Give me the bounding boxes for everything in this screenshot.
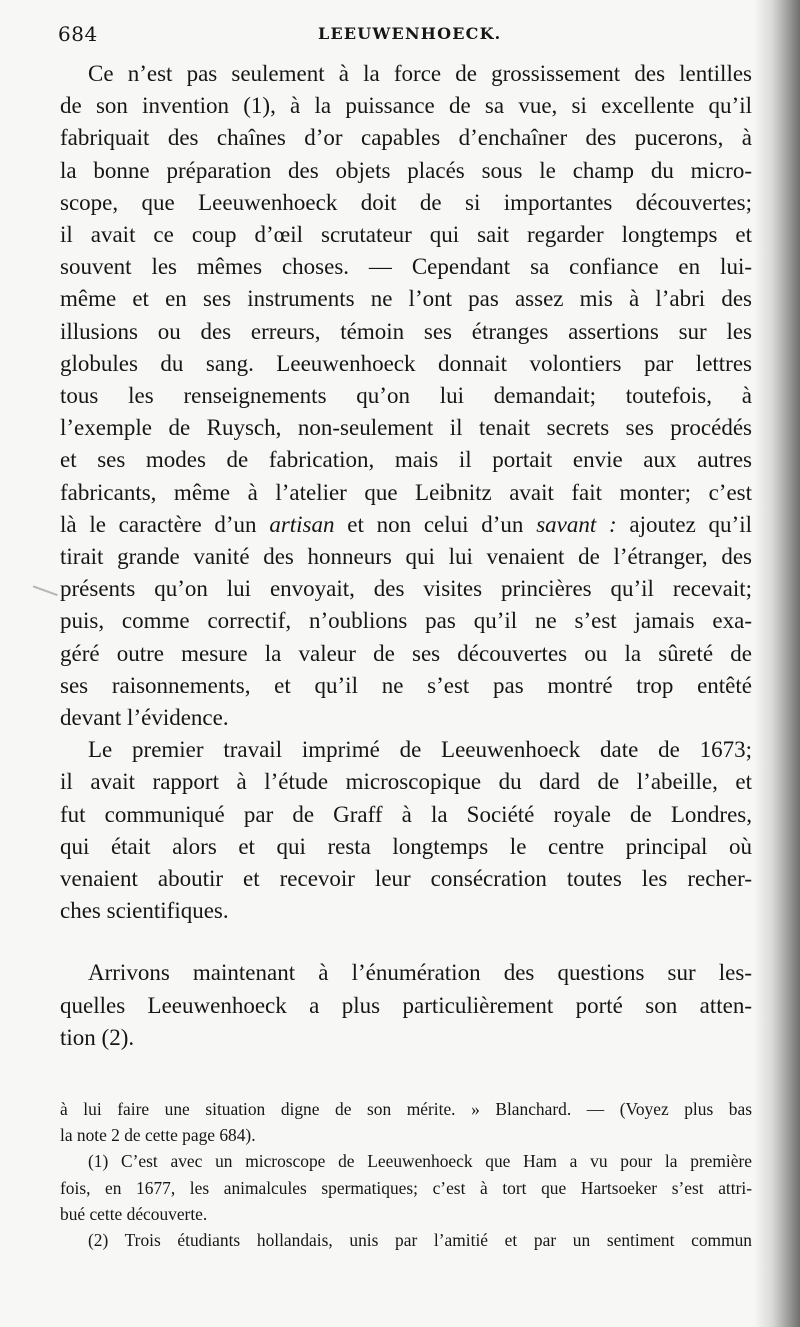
- footnote-line: la note 2 de cette page 684).: [60, 1125, 256, 1146]
- paragraph-gap: [60, 927, 752, 957]
- page-edge-shadow: [754, 0, 800, 1327]
- footnotes: [60, 1096, 752, 1253]
- text-line: il avait ce coup d’œil scrutateur qui sait regarder longtemps et: [60, 222, 752, 248]
- text-line: devant l’évidence.: [60, 705, 229, 731]
- text-line: puis, comme correctif, n’oublions pas qu’il ne s’est jamais exa-: [60, 608, 752, 634]
- text-line: tirait grande vanité des honneurs qui lui venaient de l’étranger, des: [60, 544, 752, 570]
- text-line: scope, que Leeuwenhoeck doit de si importantes découvertes;: [60, 189, 752, 215]
- text-line: globules du sang. Leeuwenhoeck donnait volontiers par lettres: [60, 350, 752, 376]
- text-line: fabricants, même à l’atelier que Leibnitz avait fait monter; c’est: [60, 479, 752, 505]
- footnote-line: (2) Trois étudiants hollandais, unis par l’amitié et par un sentiment commun: [88, 1230, 752, 1251]
- text-line: fabriquait des chaînes d’or capables d’enchaîner des pucerons, à: [60, 125, 752, 151]
- text-line: la bonne préparation des objets placés sous le champ du micro-: [60, 157, 752, 183]
- text-line: de son invention (1), à la puissance de sa vue, si excellente qu’il: [60, 93, 752, 119]
- text-line: tous les renseignements qu’on lui demandait; toutefois, à: [60, 383, 752, 409]
- margin-mark: [33, 576, 62, 596]
- footnote-line: (1) C’est avec un microscope de Leeuwenhoeck que Ham a vu pour la première: [88, 1151, 752, 1172]
- text-line: Arrivons maintenant à l’énumération des questions sur les-: [88, 960, 752, 986]
- text-line: Ce n’est pas seulement à la force de grossissement des lentilles: [88, 61, 752, 86]
- italic-word: artisan: [269, 511, 335, 537]
- footnote-line: fois, en 1677, les animalcules spermatiques; c’est à tort que Hartsoeker s’est attri-: [60, 1177, 752, 1198]
- footnote-line: bué cette découverte.: [60, 1203, 208, 1224]
- text-line: l’exemple de Ruysch, non-seulement il tenait secrets ses procédés: [60, 415, 752, 441]
- text-line: ses raisonnements, et qu’il ne s’est pas montré trop entêté: [60, 672, 752, 698]
- page-header: [58, 22, 748, 48]
- text-line: venaient aboutir et recevoir leur consécration toutes les recher-: [60, 866, 752, 892]
- text-line: présents qu’on lui envoyait, des visites princières qu’il recevait;: [60, 576, 752, 602]
- body-text: [60, 58, 752, 1054]
- text-line: et ses modes de fabrication, mais il portait envie aux autres: [60, 447, 752, 473]
- text-line: géré outre mesure la valeur de ses découvertes ou la sûreté de: [60, 640, 752, 666]
- text-line: illusions ou des erreurs, témoin ses étranges assertions sur les: [60, 318, 752, 344]
- footnote-line: à lui faire une situation digne de son mérite. » Blanchard. — (Voyez plus bas: [60, 1099, 752, 1119]
- italic-word: savant :: [536, 511, 617, 537]
- text-line: il avait rapport à l’étude microscopique du dard de l’abeille, et: [60, 769, 752, 795]
- text-line: fut communiqué par de Graff à la Société royale de Londres,: [60, 801, 752, 827]
- text-line: qui était alors et qui resta longtemps le centre principal où: [60, 833, 752, 859]
- text-line: là le caractère d’un artisan et non celui d’un savant : ajoutez qu’il: [60, 511, 752, 537]
- text-line: souvent les mêmes choses. — Cependant sa confiance en lui-: [60, 254, 752, 280]
- text-line: quelles Leeuwenhoeck a plus particulièrement porté son atten-: [60, 992, 752, 1018]
- running-title: LEEUWENHOECK.: [318, 24, 502, 43]
- text-line: même et en ses instruments ne l’ont pas assez mis à l’abri des: [60, 286, 752, 312]
- text-line: Le premier travail imprimé de Leeuwenhoeck date de 1673;: [88, 737, 752, 763]
- text-line: tion (2).: [60, 1024, 135, 1050]
- page-number: 684: [58, 22, 98, 46]
- text-line: ches scientifiques.: [60, 898, 229, 924]
